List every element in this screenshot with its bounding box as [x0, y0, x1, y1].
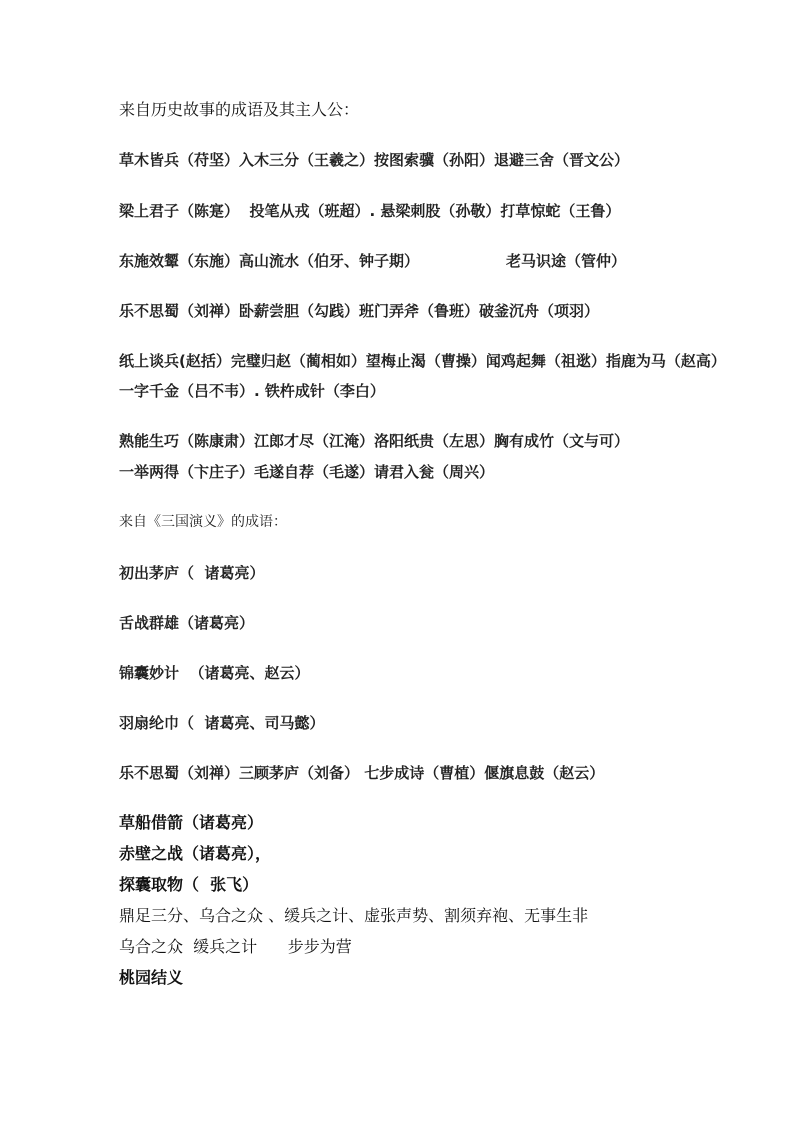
- idiom-line: 草木皆兵（苻坚）入木三分（王羲之）按图索骥（孙阳）退避三舍（晋文公）: [119, 151, 630, 169]
- idiom-line: 初出茅庐（ 诸葛亮）: [119, 564, 265, 582]
- idiom-line: 赤壁之战（诸葛亮），: [119, 844, 272, 863]
- idiom-line: 一字千金（吕不韦）. 铁杵成针（李白）: [119, 382, 385, 400]
- idiom-line: 乐不思蜀（刘禅）卧薪尝胆（勾践）班门弄斧（鲁班）破釜沉舟（项羽）: [119, 302, 600, 320]
- idiom-line: 东施效颦（东施）高山流水（伯牙、钟子期）: [119, 252, 420, 270]
- idiom-line: 草船借箭（诸葛亮）: [119, 813, 264, 832]
- idiom-line: 桃园结义: [119, 968, 184, 987]
- idiom-line: 老马识途（管仲）: [506, 252, 627, 270]
- idiom-line: 探囊取物（ 张飞）: [119, 875, 259, 894]
- idiom-line: 鼎足三分、乌合之众 、缓兵之计、虚张声势、割须弃袍、无事生非: [119, 906, 589, 925]
- idiom-line: 锦囊妙计 （诸葛亮、赵云）: [119, 664, 310, 682]
- section-heading-history: 来自历史故事的成语及其主人公：: [119, 100, 360, 119]
- section-heading-sanguo: 来自《三国演义》的成语：: [119, 514, 287, 530]
- idiom-line: 熟能生巧（陈康肃）江郎才尽（江淹）洛阳纸贵（左思）胸有成竹（文与可）: [119, 432, 630, 450]
- idiom-line: 纸上谈兵(赵括）完璧归赵（蔺相如）望梅止渴（曹操）闻鸡起舞（祖逖）指鹿为马（赵高）: [119, 352, 726, 370]
- idiom-line: 羽扇纶巾（ 诸葛亮、司马懿）: [119, 714, 325, 732]
- idiom-line: 梁上君子（陈寔） 投笔从戎（班超）. 悬梁刺股（孙敬）打草惊蛇（王鲁）: [119, 202, 621, 220]
- idiom-line: 一举两得（卞庄子）毛遂自荐（毛遂）请君入瓮（周兴）: [119, 463, 495, 481]
- idiom-line: 乌合之众 缓兵之计 步步为营: [119, 937, 352, 956]
- idiom-line: 舌战群雄（诸葛亮）: [119, 614, 255, 632]
- idiom-line: 乐不思蜀（刘禅）三顾茅庐（刘备） 七步成诗（曹植）偃旗息鼓（赵云）: [119, 764, 605, 782]
